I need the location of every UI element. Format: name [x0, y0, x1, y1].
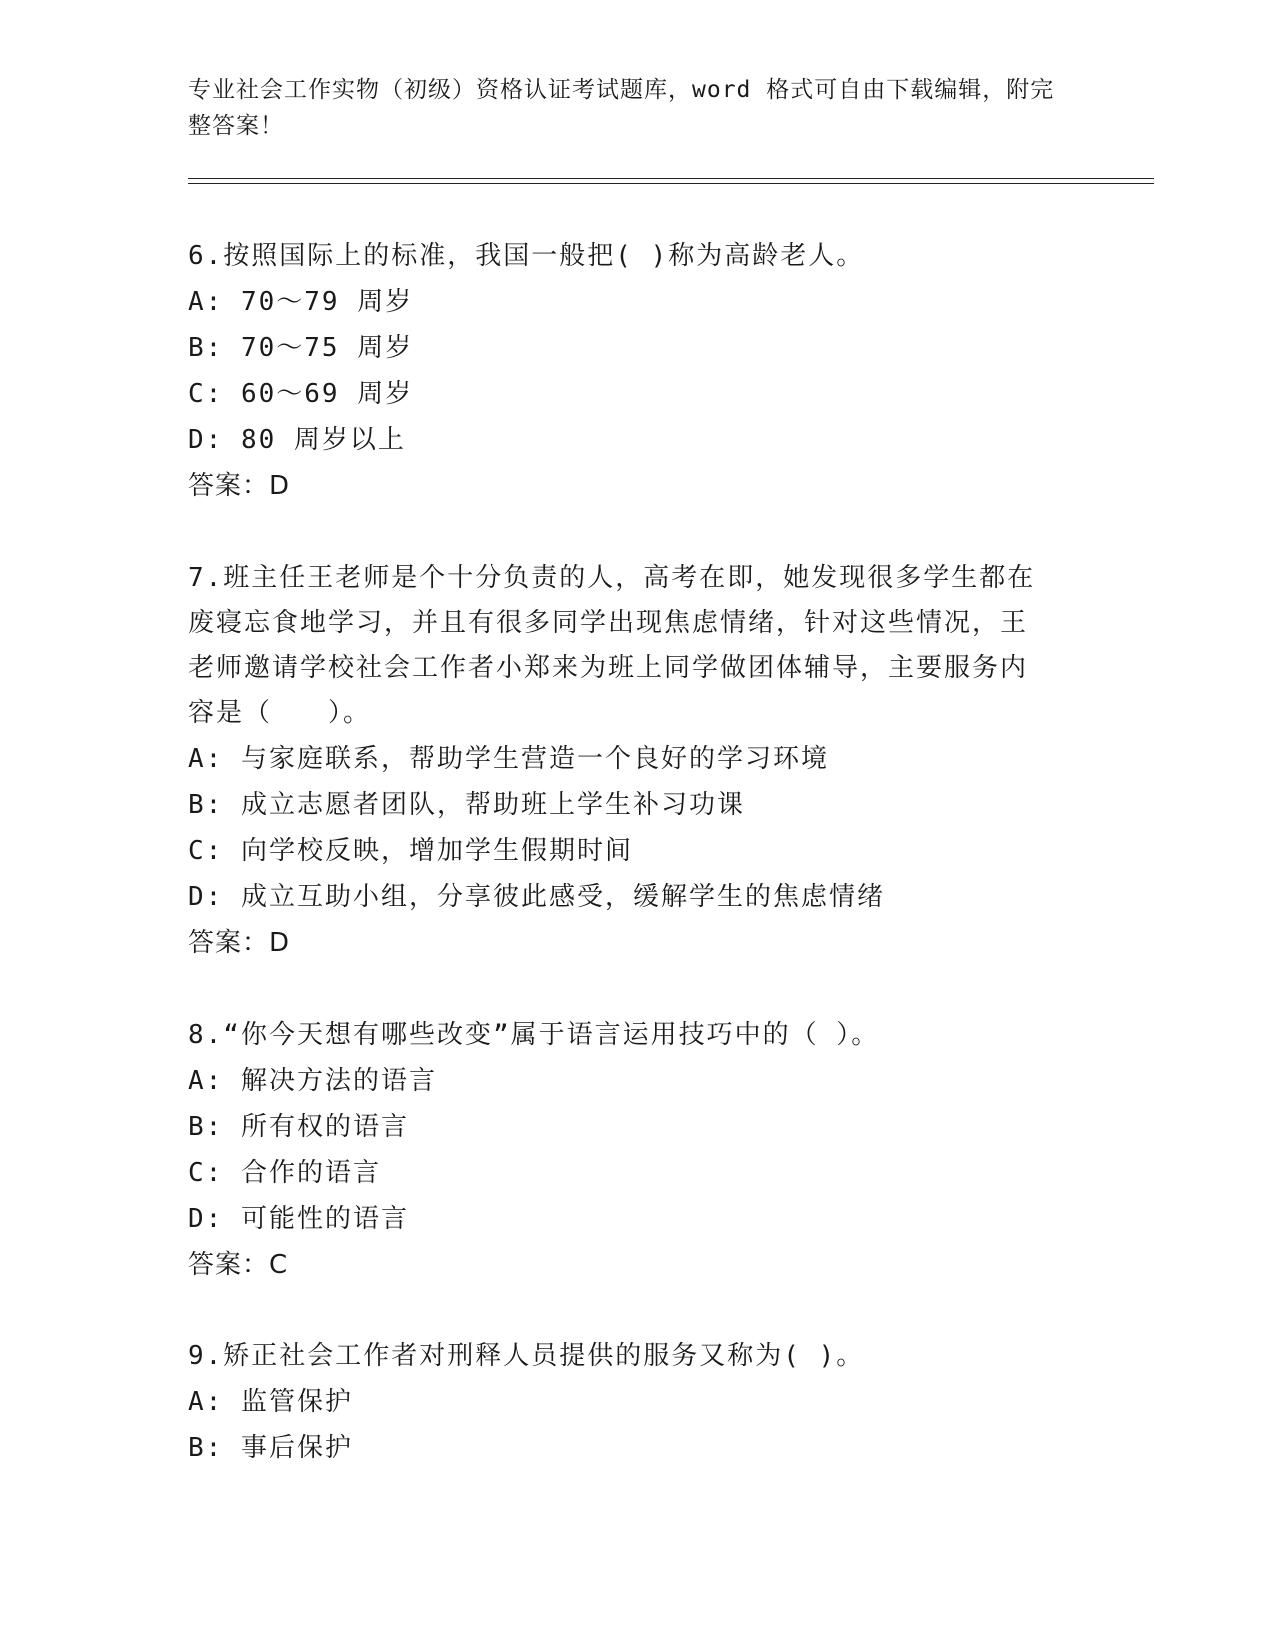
question-stem-line: 老师邀请学校社会工作者小郑来为班上同学做团体辅导，主要服务内	[188, 653, 1029, 683]
option-d: D: 可能性的语言	[188, 1204, 409, 1234]
question-stem: 9.矫正社会工作者对刑释人员提供的服务又称为( )。	[188, 1341, 865, 1371]
header-line-2: 整答案！	[188, 113, 284, 139]
question-6	[188, 234, 1068, 509]
question-stem-line: 7.班主任王老师是个十分负责的人，高考在即，她发现很多学生都在	[188, 563, 1036, 593]
header-line-1: 专业社会工作实物（初级）资格认证考试题库，word 格式可自由下载编辑，附完	[188, 77, 1055, 103]
question-7	[188, 556, 1068, 966]
answer: 答案：D	[188, 471, 291, 501]
header-divider-top	[188, 178, 1154, 179]
answer: 答案：C	[188, 1250, 289, 1280]
answer: 答案：D	[188, 928, 291, 958]
option-d: D: 成立互助小组，分享彼此感受，缓解学生的焦虑情绪	[188, 882, 885, 912]
option-a: A: 与家庭联系，帮助学生营造一个良好的学习环境	[188, 744, 829, 774]
option-a: A: 70～79 周岁	[188, 287, 414, 317]
question-stem: 6.按照国际上的标准，我国一般把( )称为高龄老人。	[188, 241, 865, 271]
header-divider-bottom	[188, 183, 1154, 184]
option-b: B: 70～75 周岁	[188, 333, 414, 363]
option-b: B: 所有权的语言	[188, 1112, 409, 1142]
question-stem: 8.“你今天想有哪些改变”属于语言运用技巧中的（ ）。	[188, 1020, 880, 1050]
question-9	[188, 1334, 1068, 1471]
option-a: A: 解决方法的语言	[188, 1066, 437, 1096]
question-8	[188, 1013, 1068, 1288]
option-b: B: 成立志愿者团队，帮助班上学生补习功课	[188, 790, 745, 820]
option-d: D: 80 周岁以上	[188, 425, 406, 455]
option-c: C: 60～69 周岁	[188, 379, 414, 409]
option-a: A: 监管保护	[188, 1387, 353, 1417]
option-c: C: 向学校反映，增加学生假期时间	[188, 836, 633, 866]
question-stem-line: 废寝忘食地学习，并且有很多同学出现焦虑情绪，针对这些情况，王	[188, 608, 1029, 638]
option-c: C: 合作的语言	[188, 1158, 381, 1188]
document-header	[188, 72, 1088, 144]
question-stem-line: 容是（ ）。	[188, 698, 372, 728]
option-b: B: 事后保护	[188, 1433, 353, 1463]
